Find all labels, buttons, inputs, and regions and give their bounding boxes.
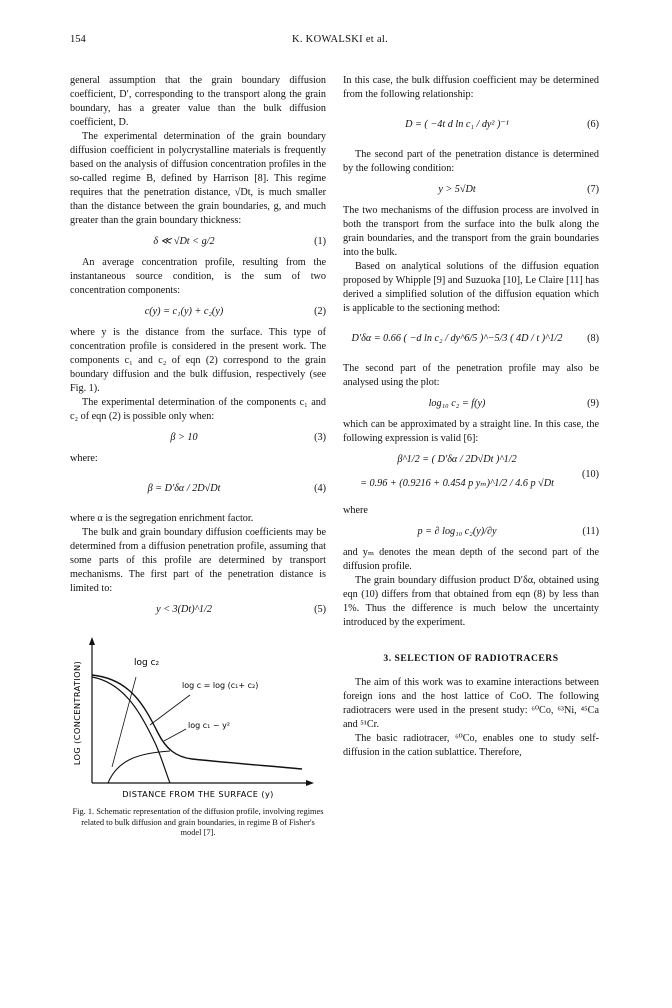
equation-2 <box>70 301 326 323</box>
running-head: K. KOWALSKI et al. <box>291 34 389 45</box>
y-axis-label: LOG (CONCENTRATION) <box>72 660 82 766</box>
paragraph: An average concentration profile, resulting from the instantaneous source condition, is the sum of two concentration components: <box>70 257 326 296</box>
equation-10 <box>343 449 599 501</box>
diffusion-profile-diagram <box>70 633 326 803</box>
equation-number: (7) <box>587 184 599 195</box>
equation-body: c(y) = c₁(y) + c₂(y) <box>144 306 224 317</box>
equation-1 <box>70 231 326 253</box>
paragraph: The bulk and grain boundary diffusion coefficients may be determined from a diffusion penetration profile, assuming that some parts of this profile are determined by transport mechanisms. The first part of the penetration distance is limited to: <box>70 527 326 594</box>
paragraph: where α is the segregation enrichment factor. <box>70 513 254 524</box>
leader-line <box>164 729 186 741</box>
paragraph: The basic radiotracer, ⁶⁰Co, enables one to study self-diffusion in the cation sublattice. Therefore, <box>343 733 599 758</box>
leader-line <box>150 695 190 725</box>
right-column <box>343 74 599 760</box>
x-axis-arrow <box>306 780 314 786</box>
equation-number: (3) <box>314 432 326 443</box>
equation-9 <box>343 393 599 415</box>
equation-number: (1) <box>314 236 326 247</box>
equation-number: (8) <box>587 333 599 344</box>
paragraph: The experimental determination of the grain boundary diffusion coefficient in polycrystalline materials is frequently based on the analysis of diffusion concentration profiles in the so-called regime B, defined by Harrison [8]. This regime requires that the penetration distance, √Dt, is much smaller than the distance between the grain boundaries, g, and much greater than the grain boundary thickness: <box>70 131 326 226</box>
figure-caption: Fig. 1. Schematic representation of the diffusion profile, involving regimes related to bulk diffusion and grain boundaries, in regime B of Fisher's model [7]. <box>72 807 324 837</box>
page-number: 154 <box>70 34 86 45</box>
paragraph: In this case, the bulk diffusion coefficient may be determined from the following relationship: <box>343 75 599 100</box>
equation-number: (9) <box>587 398 599 409</box>
equation-body: β = D′δα / 2D√Dt <box>147 483 221 494</box>
section-heading: 3. SELECTION OF RADIOTRACERS <box>383 653 559 664</box>
paragraph: where y is the distance from the surface. This type of concentration profile is considered in the present work. The components c₁ and c₂ of eqn (2) correspond to the grain boundary diffusion and the bulk diffusion, respectively (see Fig. 1). <box>70 327 326 394</box>
equation-body: y > 5√Dt <box>438 184 476 195</box>
paragraph: general assumption that the grain boundary diffusion coefficient, D′, corresponding to the transport along the grain boundary, has a greater value than the bulk diffusion coefficient, D. <box>70 75 326 128</box>
equation-8 <box>343 319 599 359</box>
equation-11 <box>343 521 599 543</box>
equation-body: D′δα = 0.66 ( −d ln c₂ / dy^6/5 )^−5/3 ( 4D / t )^1/2 <box>351 333 563 344</box>
left-column <box>70 74 326 839</box>
leader-line <box>112 677 136 767</box>
equation-number: (2) <box>314 306 326 317</box>
equation-body: y < 3(Dt)^1/2 <box>156 604 212 615</box>
equation-body: log₁₀ c₂ = f(y) <box>428 398 486 409</box>
equation-number: (11) <box>582 526 599 537</box>
equation-7 <box>343 179 599 201</box>
equation-6 <box>343 105 599 145</box>
paragraph: The second part of the penetration profile may also be analysed using the plot: <box>343 363 599 388</box>
equation-number: (6) <box>587 119 599 130</box>
label-log-c1: log c₁ ~ y² <box>188 721 231 730</box>
paragraph: Based on analytical solutions of the diffusion equation proposed by Whipple [9] and Suzuoka [10], Le Claire [11] has derived a simplified solution of the diffusion equation which is applicable to the sectioning method: <box>343 261 599 314</box>
equation-number: (5) <box>314 604 326 615</box>
paragraph: The second part of the penetration distance is determined by the following condition: <box>343 149 599 174</box>
paragraph: The two mechanisms of the diffusion process are involved in both the transport from the surface into the bulk along the grain boundaries, and the transport from the grain boundaries into the bulk. <box>343 205 599 258</box>
paragraph: The aim of this work was to examine interactions between foreign ions and the host lattice of CoO. The following radiotracers were used in the present study: ⁶⁰Co, ⁶³Ni, ⁴⁵Ca and ⁵¹Cr. <box>343 677 599 730</box>
paragraph: which can be approximated by a straight line. In this case, the following expression is valid [6]: <box>343 419 599 444</box>
equation-number: (4) <box>314 483 326 494</box>
paragraph: The experimental determination of the components c₁ and c₂ of eqn (2) is possible only when: <box>70 397 326 422</box>
equation-4 <box>70 469 326 509</box>
equation-body: δ ≪ √Dt < g/2 <box>153 236 215 247</box>
paragraph: and yₘ denotes the mean depth of the second part of the diffusion profile. <box>343 547 599 572</box>
equation-3 <box>70 427 326 449</box>
equation-5 <box>70 599 326 621</box>
x-axis-label: DISTANCE FROM THE SURFACE (y) <box>122 789 274 799</box>
paragraph: where: <box>70 453 98 464</box>
equation-body: β > 10 <box>170 432 198 443</box>
label-log-c: log c = log (c₁+ c₂) <box>182 681 259 690</box>
paragraph: The grain boundary diffusion product D′δα, obtained using eqn (10) differs from that obtained from eqn (8) by less than 1%. Thus the difference is much below the uncertainty introduced by the experiment. <box>343 575 599 628</box>
label-log-c2: log c₂ <box>134 658 160 668</box>
paragraph: where <box>343 505 368 516</box>
equation-body: = 0.96 + (0.9216 + 0.454 p yₘ)^1/2 / 4.6 p √Dt <box>360 478 554 489</box>
equation-number: (10) <box>582 469 599 480</box>
y-axis-arrow <box>89 637 95 645</box>
equation-body: β^1/2 = ( D′δα / 2D√Dt )^1/2 <box>397 454 517 465</box>
equation-body: p = ∂ log₁₀ c₂(y)/∂y <box>417 526 497 537</box>
figure-1 <box>70 633 326 839</box>
equation-body: D = ( −4t d ln c₁ / dy² )⁻¹ <box>405 119 509 130</box>
